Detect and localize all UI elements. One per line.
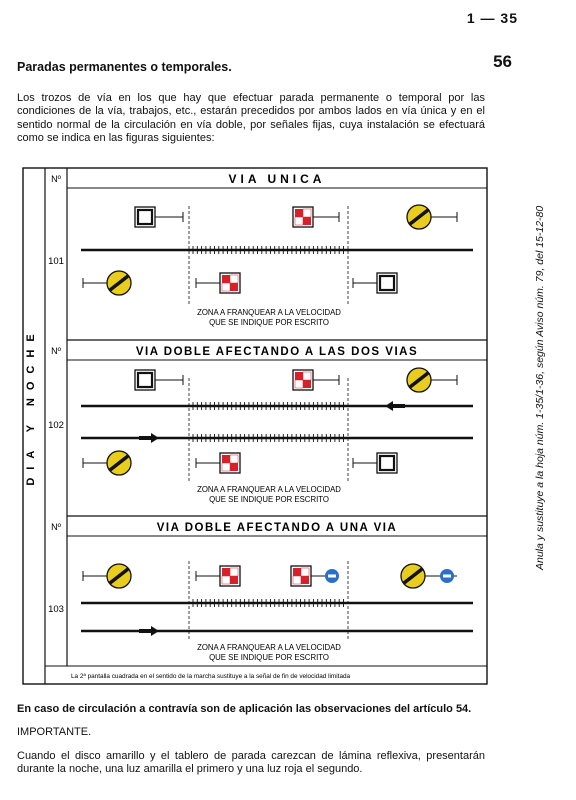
yellow-disc-102-a — [407, 368, 431, 392]
checkered-board-103-b — [291, 566, 311, 586]
zone-text-103-line2: QUE SE INDIQUE POR ESCRITO — [209, 653, 329, 662]
section-number-101: 101 — [48, 256, 64, 267]
yellow-disc-103-b — [401, 564, 425, 588]
no-header: Nº — [51, 174, 61, 184]
section-number-103: 103 — [48, 604, 64, 615]
end-speed-sign-103-b — [440, 569, 454, 583]
closing-text — [17, 703, 485, 787]
yellow-disc-102-b — [107, 451, 131, 475]
end-speed-sign-103-a — [325, 569, 339, 583]
intro-paragraph: Los trozos de vía en los que hay que efectuar parada permanente o temporal por las condiciones de la vía, trabajos, etc., estarán precedidos por ambos lados en vía única y en el sentido normal de la circulación en vía doble, por señales fijas, cuya instalación se efectuará como se indica en las figuras siguientes: — [17, 92, 485, 145]
important-label: IMPORTANTE. — [17, 726, 92, 739]
checkered-board-101-b — [220, 273, 240, 293]
zone-text-102-line2: QUE SE INDIQUE POR ESCRITO — [209, 495, 329, 504]
page-reference: 1 — 35 — [466, 10, 518, 26]
yellow-disc-101-a — [407, 205, 431, 229]
checkered-board-103-a — [220, 566, 240, 586]
no-header-102: Nº — [51, 346, 61, 356]
stop-board-101-a — [135, 207, 155, 227]
yellow-disc-103-a — [107, 564, 131, 588]
section-title-103: VIA DOBLE AFECTANDO A UNA VIA — [156, 522, 398, 534]
checkered-board-102-b — [220, 453, 240, 473]
zone-text-103-line1: ZONA A FRANQUEAR A LA VELOCIDAD — [197, 643, 341, 652]
section-heading: Paradas permanentes o temporales. — [17, 60, 232, 74]
left-band-label: DIA Y NOCHE — [25, 326, 37, 486]
checkered-board-102-a — [293, 370, 313, 390]
zone-text-101-line1: ZONA A FRANQUEAR A LA VELOCIDAD — [197, 308, 341, 317]
stop-board-102-a — [135, 370, 155, 390]
section-title-102: VIA DOBLE AFECTANDO A LAS DOS VIAS — [135, 346, 419, 358]
yellow-disc-101-b — [107, 271, 131, 295]
zone-text-102-line1: ZONA A FRANQUEAR A LA VELOCIDAD — [197, 485, 341, 494]
no-header-103: Nº — [51, 522, 61, 532]
contravia-note: En caso de circulación a contravía son de aplicación las observaciones del artículo 54. — [17, 703, 472, 715]
figure-frame — [23, 168, 487, 684]
section-title-101: VIA UNICA — [228, 172, 326, 186]
important-text: Cuando el disco amarillo y el tablero de parada carezcan de lámina reflexiva, presentarán durante la noche, una luz amarilla el primero y una luz roja el segundo. — [17, 749, 485, 776]
figure-footnote: La 2ª pantalla cuadrada en el sentido de la marcha sustituye a la señal de fin de velocidad limitada — [71, 673, 351, 680]
section-number-102: 102 — [48, 420, 64, 431]
signal-figure — [21, 166, 491, 688]
checkered-board-101-a — [293, 207, 313, 227]
page-number: 56 — [493, 52, 512, 71]
stop-board-101-b — [377, 273, 397, 293]
zone-text-101-line2: QUE SE INDIQUE POR ESCRITO — [209, 318, 329, 327]
stop-board-102-b — [377, 453, 397, 473]
side-note: Anula y sustituye a la hoja núm. 1-35/1-36, según Aviso núm. 79, del 15-12-80 — [534, 205, 546, 571]
